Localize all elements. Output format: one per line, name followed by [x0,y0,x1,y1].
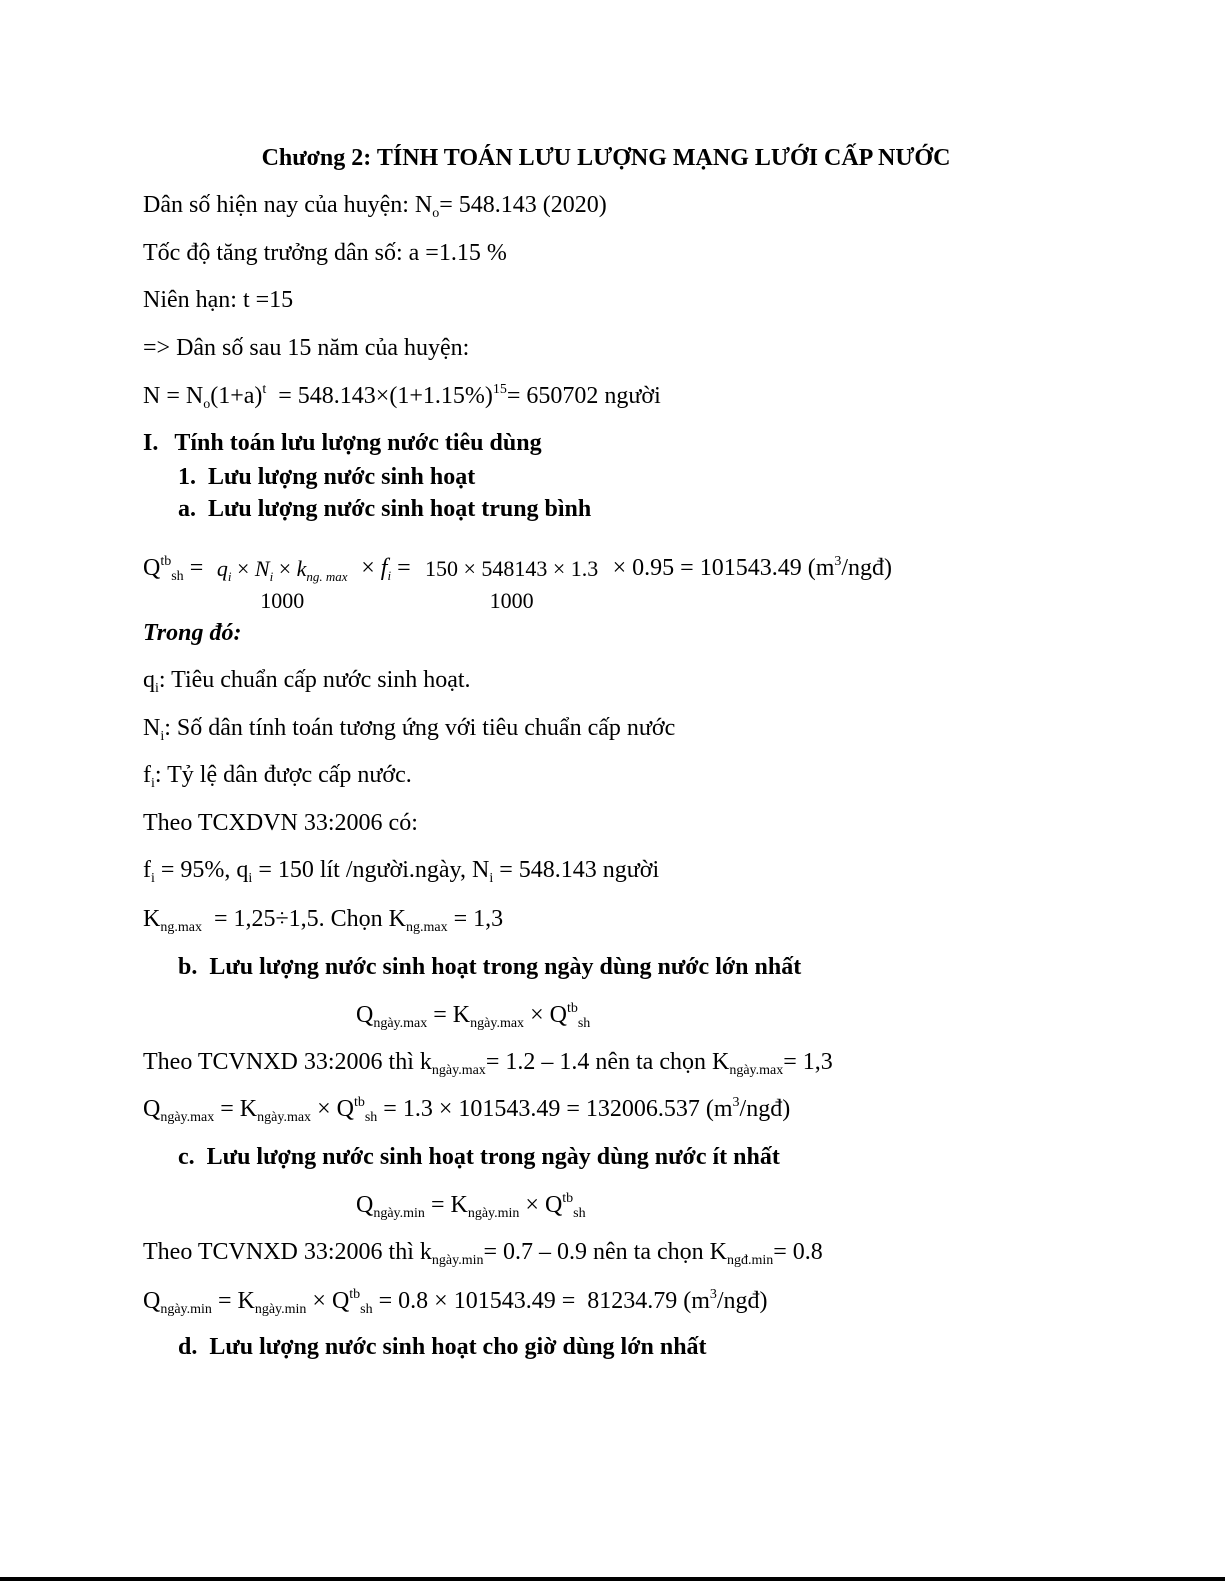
standard-reference: Theo TCXDVN 33:2006 có: [143,810,418,836]
fraction-2-numerator: 150 × 548143 × 1.3 [424,556,599,582]
heading-I: I. Tính toán lưu lượng nước tiêu dùng [143,430,542,456]
min-day-coefficient: Theo TCVNXD 33:2006 thì $k_{ngày.min}= 0.7 - 0.9$ nên ta chọn $K_{ngđ.min}= 0.8$ [143,1239,823,1268]
standard-values: $f_i = 95\%$, $q_i = 150$ lít /người.ngày, $N_i = 548.143$ người [143,857,660,886]
population-future-label: => Dân số sau 15 năm của huyện: [143,335,470,361]
chapter-title: Chương 2: TÍNH TOÁN LƯU LƯỢNG MẠNG LƯỚI CẤP NƯỚC [261,145,951,171]
max-day-calculation: $Q_{ngày.max} = K_{ngày.max} \times Q^{tb}_{sh} = 1.3 \times 101543.49 = 132006.537$ $(m^3/ngđ)$ [143,1095,791,1125]
fraction-1 [209,539,355,614]
population-current: Dân số hiện nay của huyện: $N_o= 548.143$ (2020) [143,192,607,221]
heading-a: a. Lưu lượng nước sinh hoạt trung bình [178,496,592,522]
heading-1: 1. Lưu lượng nước sinh hoạt [178,464,476,490]
formula-average-flow: $Q^{tb}_{sh}$ = $q_i \times N_i \times k_{ng. max}$ 1000 × $f_i$ = 150 × 548143 × 1.3 1000 × 0.95 = 101543.49 $(m^3/ngđ)$ [143,538,892,602]
heading-c: c. Lưu lượng nước sinh hoạt trong ngày dùng nước ít nhất [178,1144,780,1170]
min-day-calculation: $Q_{ngày.min} = K_{ngày.min} \times Q^{tb}_{sh} = 0.8 \times 101543.49 = 81234.79$ $(m^3/ngđ)$ [143,1287,768,1317]
fraction-2-denominator: 1000 [489,588,534,614]
definition-n: $N_i$: Số dân tính toán tương ứng với tiêu chuẩn cấp nước [143,715,676,744]
definition-f: $f_i$: Tỷ lệ dân được cấp nước. [143,762,412,791]
definition-q: $q_i$: Tiêu chuẩn cấp nước sinh hoạt. [143,667,471,696]
page-bottom-edge [0,1577,1225,1581]
fraction-2 [417,539,607,614]
population-future-formula: $N = N_o(1+a)^t = 548.143\times(1+1.15\%)^{15}= 650702$ người [143,382,661,412]
heading-b: b. Lưu lượng nước sinh hoạt trong ngày dùng nước lớn nhất [178,954,802,980]
period: Niên hạn: t =15 [143,287,294,313]
k-daily-max-choice: $K_{ng.max} = 1,25\div 1,5$. Chọn $K_{ng.max} = 1,3$ [143,906,504,935]
max-day-coefficient: Theo TCVNXD 33:2006 thì $k_{ngày.max}= 1.2 - 1.4$ nên ta chọn $K_{ngày.max}= 1,3$ [143,1049,833,1078]
formula-max-day: $Q_{ngày.max} = K_{ngày.max} \times Q^{tb}_{sh}$ [356,1001,591,1031]
growth-rate: Tốc độ tăng trưởng dân số: a =1.15 % [143,240,507,266]
fraction-1-numerator: $q_i \times N_i \times k_{ng. max}$ [216,556,348,585]
fraction-1-denominator: 1000 [260,588,305,614]
where-label: Trong đó: [143,620,242,646]
formula-min-day: $Q_{ngày.min} = K_{ngày.min} \times Q^{tb}_{sh}$ [356,1191,586,1221]
heading-d: d. Lưu lượng nước sinh hoạt cho giờ dùng lớn nhất [178,1334,707,1360]
